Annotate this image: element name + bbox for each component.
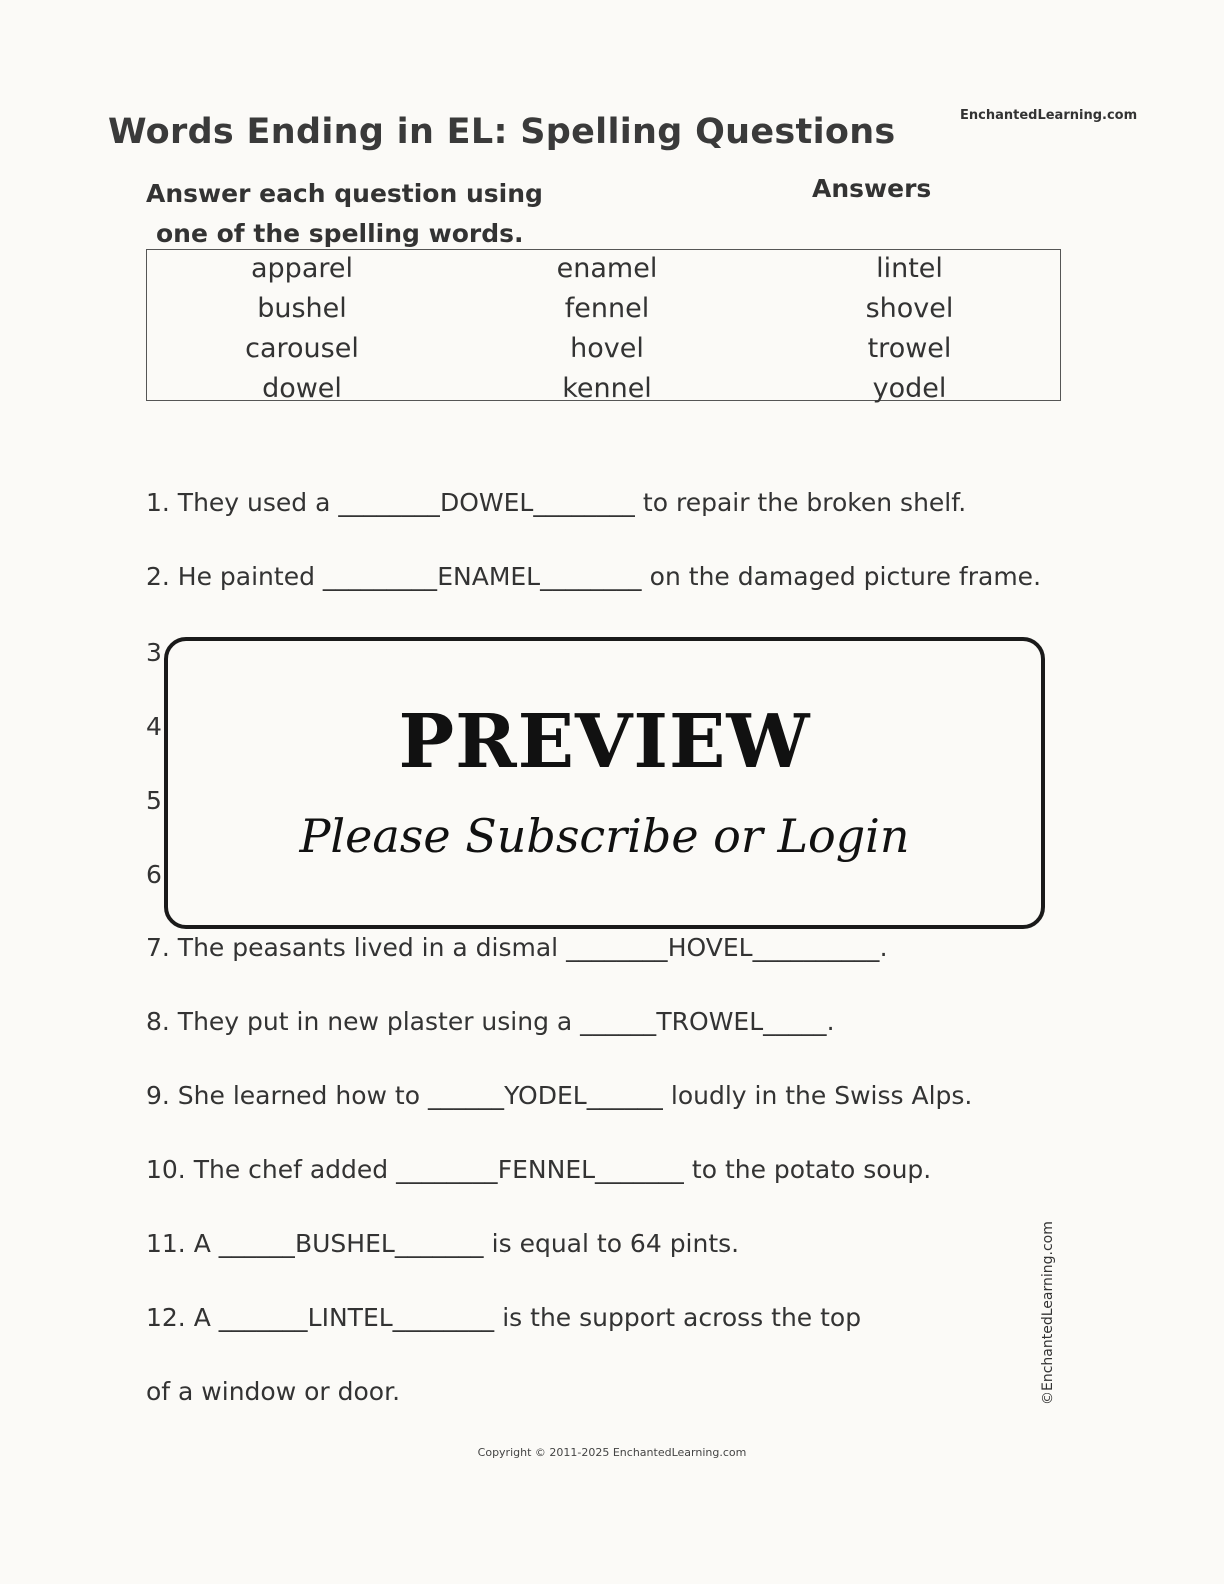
instructions-line-1: Answer each question using [146, 179, 543, 208]
answer-text: ENAMEL [437, 562, 541, 591]
page-title: Words Ending in EL: Spelling Questions [108, 112, 896, 152]
preview-title: PREVIEW [398, 699, 811, 785]
question-number-5: 5 [146, 786, 162, 815]
word-bank-item: bushel [257, 293, 347, 324]
word-bank-item: hovel [570, 333, 644, 364]
word-bank-item: fennel [564, 293, 650, 324]
question-11: 11. A ______BUSHEL_______ is equal to 64 pints. [146, 1229, 740, 1258]
answer-text: TROWEL [656, 1007, 764, 1036]
preview-overlay[interactable] [164, 637, 1045, 929]
question-12: 12. A _______LINTEL________ is the support across the top [146, 1303, 862, 1332]
word-bank-item: dowel [262, 373, 342, 404]
copyright-footer: Copyright © 2011-2025 EnchantedLearning.com [477, 1446, 747, 1459]
answer-text: FENNEL [497, 1155, 596, 1184]
question-10: 10. The chef added ________FENNEL_______ to the potato soup. [146, 1155, 932, 1184]
question-9: 9. She learned how to ______YODEL______ loudly in the Swiss Alps. [146, 1081, 973, 1110]
question-7: 7. The peasants lived in a dismal ________HOVEL__________. [146, 933, 888, 962]
question-number-4: 4 [146, 712, 162, 741]
word-bank [146, 249, 1061, 404]
subscribe-login-link[interactable]: Please Subscribe or Login [299, 809, 910, 863]
word-bank-item: shovel [865, 293, 954, 324]
side-watermark: ©EnchantedLearning.com [1040, 1221, 1056, 1405]
question-8: 8. They put in new plaster using a ______TROWEL_____. [146, 1007, 835, 1036]
site-name: EnchantedLearning.com [960, 108, 1138, 123]
word-bank-item: yodel [872, 373, 947, 404]
answer-text: HOVEL [667, 933, 753, 962]
question-2: 2. He painted _________ENAMEL________ on the damaged picture frame. [146, 562, 1042, 591]
word-bank-item: carousel [245, 333, 359, 364]
word-bank-item: enamel [556, 253, 658, 284]
instructions-line-2: one of the spelling words. [156, 219, 524, 248]
word-bank-item: lintel [876, 253, 943, 284]
answers-heading: Answers [812, 174, 932, 203]
question-1: 1. They used a ________DOWEL________ to repair the broken shelf. [146, 488, 967, 517]
question-12-continued: of a window or door. [146, 1377, 401, 1406]
word-bank-item: kennel [562, 373, 652, 404]
instructions [146, 174, 543, 254]
answer-text: LINTEL [307, 1303, 393, 1332]
answer-text: DOWEL [439, 488, 534, 517]
answer-text: YODEL [504, 1081, 587, 1110]
answer-text: BUSHEL [294, 1229, 395, 1258]
question-number-3: 3 [146, 638, 162, 667]
word-bank-item: trowel [867, 333, 952, 364]
word-bank-item: apparel [251, 253, 353, 284]
question-number-6: 6 [146, 860, 162, 889]
